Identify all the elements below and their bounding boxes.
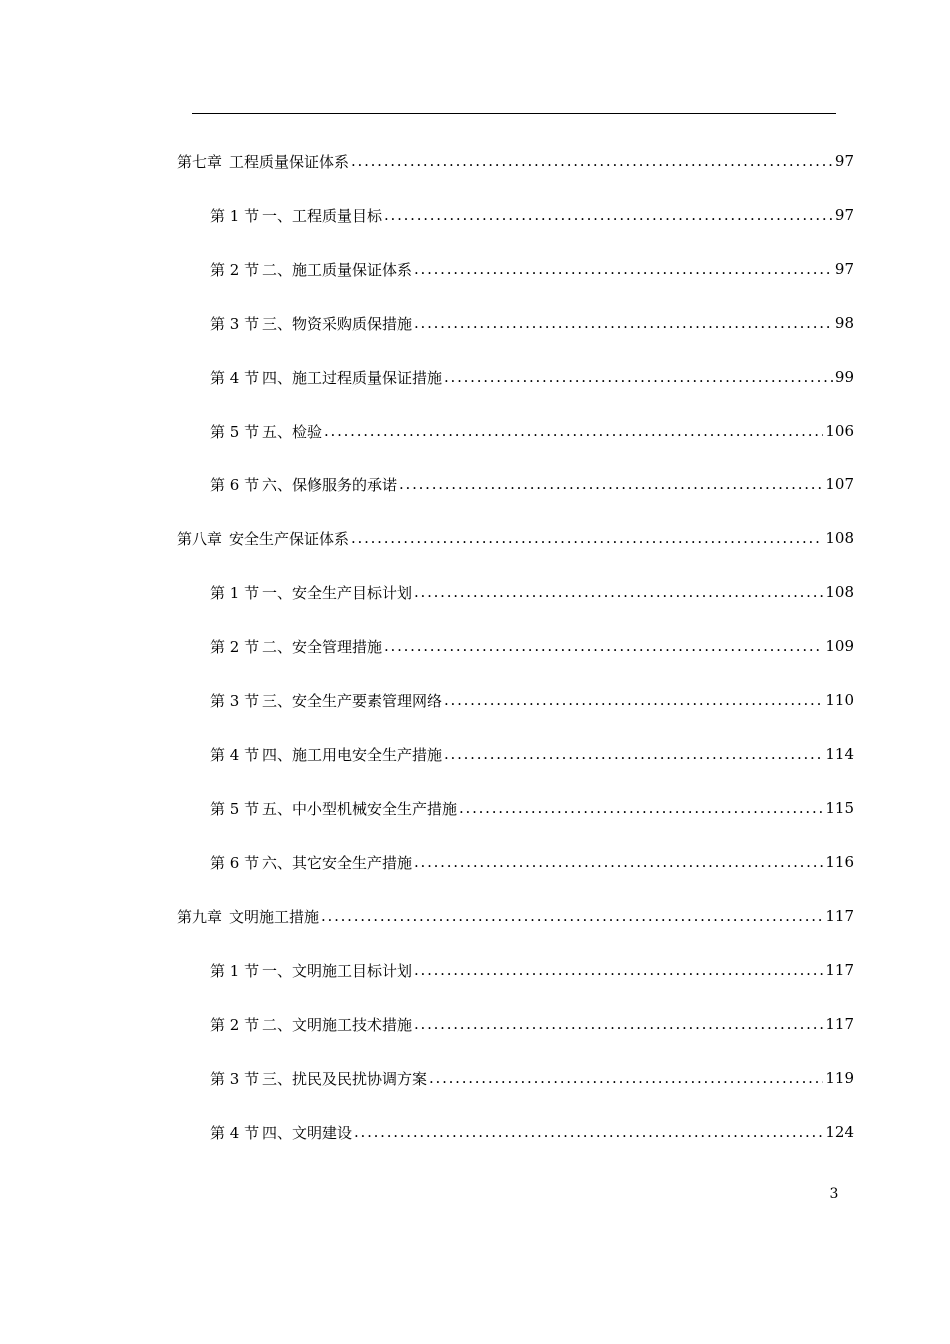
toc-entry-page: 98 bbox=[834, 314, 854, 332]
toc-leader-dots bbox=[444, 745, 823, 763]
toc-leader-dots bbox=[414, 260, 833, 278]
page-number: 3 bbox=[829, 1186, 839, 1202]
toc-entry-number: 第 4 节 bbox=[210, 745, 260, 764]
toc-chapter-8[interactable] bbox=[177, 526, 854, 550]
toc-entry-page: 108 bbox=[825, 583, 854, 601]
toc-entry-page: 107 bbox=[825, 475, 854, 493]
toc-entry-page: 114 bbox=[825, 745, 854, 763]
toc-leader-dots bbox=[444, 691, 823, 709]
toc-entry-number: 第 1 节 bbox=[210, 961, 260, 980]
toc-section[interactable] bbox=[210, 311, 854, 335]
toc-entry-title: 三、安全生产要素管理网络 bbox=[262, 691, 443, 710]
toc-entry-page: 97 bbox=[834, 152, 854, 170]
toc-entry-number: 第七章 bbox=[177, 152, 223, 171]
toc-section[interactable] bbox=[210, 742, 854, 766]
toc-leader-dots bbox=[354, 1123, 823, 1141]
toc-entry-title: 三、扰民及民扰协调方案 bbox=[262, 1069, 428, 1088]
toc-entry-page: 116 bbox=[825, 853, 854, 871]
toc-entry-number: 第 3 节 bbox=[210, 691, 260, 710]
toc-leader-dots bbox=[414, 583, 823, 601]
toc-leader-dots bbox=[414, 853, 823, 871]
toc-section[interactable] bbox=[210, 850, 854, 874]
toc-entry-number: 第 1 节 bbox=[210, 206, 260, 225]
toc-section[interactable] bbox=[210, 688, 854, 712]
toc-entry-page: 117 bbox=[825, 961, 854, 979]
toc-section[interactable] bbox=[210, 1066, 854, 1090]
toc-entry-number: 第八章 bbox=[177, 529, 223, 548]
toc-entry-number: 第 3 节 bbox=[210, 314, 260, 333]
toc-leader-dots bbox=[351, 152, 833, 170]
toc-entry-page: 97 bbox=[834, 206, 854, 224]
toc-leader-dots bbox=[324, 422, 823, 440]
toc-entry-number: 第 2 节 bbox=[210, 637, 260, 656]
toc-leader-dots bbox=[384, 637, 823, 655]
toc-entry-number: 第 4 节 bbox=[210, 368, 260, 387]
toc-entry-title: 文明施工措施 bbox=[229, 907, 320, 926]
toc-entry-number: 第九章 bbox=[177, 907, 223, 926]
toc-leader-dots bbox=[414, 961, 823, 979]
toc-entry-number: 第 5 节 bbox=[210, 799, 260, 818]
toc-section[interactable] bbox=[210, 203, 854, 227]
toc-entry-number: 第 2 节 bbox=[210, 260, 260, 279]
toc-entry-page: 117 bbox=[825, 907, 854, 925]
toc-entry-number: 第 2 节 bbox=[210, 1015, 260, 1034]
toc-entry-title: 一、工程质量目标 bbox=[262, 206, 383, 225]
toc-entry-number: 第 6 节 bbox=[210, 853, 260, 872]
toc-entry-title: 四、文明建设 bbox=[262, 1123, 353, 1142]
toc-entry-title: 一、文明施工目标计划 bbox=[262, 961, 413, 980]
toc-entry-page: 119 bbox=[825, 1069, 854, 1087]
toc-entry-title: 二、文明施工技术措施 bbox=[262, 1015, 413, 1034]
toc-entry-title: 五、中小型机械安全生产措施 bbox=[262, 799, 458, 818]
toc-entry-title: 六、保修服务的承诺 bbox=[262, 475, 398, 494]
toc-section[interactable] bbox=[210, 419, 854, 443]
toc-leader-dots bbox=[321, 907, 823, 925]
toc-leader-dots bbox=[414, 314, 833, 332]
toc-section[interactable] bbox=[210, 1120, 854, 1144]
toc-entry-title: 六、其它安全生产措施 bbox=[262, 853, 413, 872]
toc-leader-dots bbox=[414, 1015, 823, 1033]
toc-entry-title: 四、施工过程质量保证措施 bbox=[262, 368, 443, 387]
toc-entry-page: 108 bbox=[825, 529, 854, 547]
toc-leader-dots bbox=[459, 799, 823, 817]
toc-entry-number: 第 5 节 bbox=[210, 422, 260, 441]
toc-section[interactable] bbox=[210, 634, 854, 658]
toc-section[interactable] bbox=[210, 796, 854, 820]
toc-entry-page: 117 bbox=[825, 1015, 854, 1033]
toc-entry-title: 三、物资采购质保措施 bbox=[262, 314, 413, 333]
toc-entry-page: 124 bbox=[825, 1123, 854, 1141]
toc-entry-page: 110 bbox=[825, 691, 854, 709]
toc-entry-page: 109 bbox=[825, 637, 854, 655]
toc-entry-title: 二、施工质量保证体系 bbox=[262, 260, 413, 279]
toc-section[interactable] bbox=[210, 958, 854, 982]
toc-entry-title: 一、安全生产目标计划 bbox=[262, 583, 413, 602]
toc-entry-title: 工程质量保证体系 bbox=[229, 152, 350, 171]
toc-entry-number: 第 4 节 bbox=[210, 1123, 260, 1142]
toc-entry-number: 第 3 节 bbox=[210, 1069, 260, 1088]
toc-leader-dots bbox=[429, 1069, 823, 1087]
toc-entry-title: 安全生产保证体系 bbox=[229, 529, 350, 548]
toc-section[interactable] bbox=[210, 472, 854, 496]
toc-leader-dots bbox=[399, 475, 823, 493]
toc-entry-number: 第 6 节 bbox=[210, 475, 260, 494]
toc-leader-dots bbox=[351, 529, 823, 547]
toc-chapter-9[interactable] bbox=[177, 904, 854, 928]
toc-entry-number: 第 1 节 bbox=[210, 583, 260, 602]
toc-section[interactable] bbox=[210, 1012, 854, 1036]
toc-entry-title: 二、安全管理措施 bbox=[262, 637, 383, 656]
toc-section[interactable] bbox=[210, 365, 854, 389]
toc-entry-page: 106 bbox=[825, 422, 854, 440]
toc-entry-title: 五、检验 bbox=[262, 422, 323, 441]
toc-leader-dots bbox=[444, 368, 833, 386]
toc-entry-page: 115 bbox=[825, 799, 854, 817]
toc-entry-page: 99 bbox=[834, 368, 854, 386]
toc-leader-dots bbox=[384, 206, 833, 224]
toc-section[interactable] bbox=[210, 257, 854, 281]
toc-chapter-7[interactable] bbox=[177, 149, 854, 173]
toc-entry-page: 97 bbox=[834, 260, 854, 278]
toc-entry-title: 四、施工用电安全生产措施 bbox=[262, 745, 443, 764]
toc-section[interactable] bbox=[210, 580, 854, 604]
